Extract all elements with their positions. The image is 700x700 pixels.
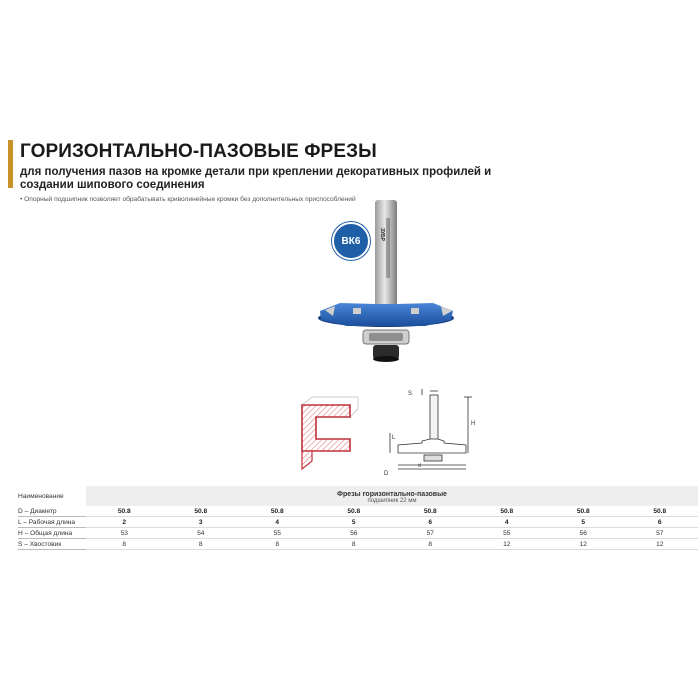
label-d: D bbox=[384, 471, 389, 477]
table-cell: 56 bbox=[316, 528, 393, 539]
table-row bbox=[18, 517, 698, 528]
table-cell: 8 bbox=[239, 539, 316, 550]
table-cell: 3 bbox=[163, 517, 240, 528]
table-cell: 50.8 bbox=[239, 506, 316, 517]
table-cell: 12 bbox=[545, 539, 622, 550]
table-cell: 8 bbox=[392, 539, 469, 550]
name-column-header: Наименование bbox=[18, 492, 64, 500]
table-cell: 55 bbox=[469, 528, 546, 539]
dimension-drawing bbox=[378, 383, 478, 483]
group-title: Фрезы горизонтально-пазовые bbox=[86, 486, 698, 498]
table-cell: 8 bbox=[316, 539, 393, 550]
table-cell: 54 bbox=[163, 528, 240, 539]
table-cell: 5 bbox=[316, 517, 393, 528]
table-cell: 57 bbox=[392, 528, 469, 539]
table-row bbox=[18, 539, 698, 550]
table-cell: 6 bbox=[622, 517, 699, 528]
feature-bullet: • Опорный подшипник позволяет обрабатывать криволинейные кромки без дополнительных приспособлений bbox=[20, 196, 356, 203]
page-subtitle: для получения пазов на кромке детали при креплении декоративных профилей и создании шипового соединения bbox=[20, 166, 492, 191]
table-cell: 50.8 bbox=[163, 506, 240, 517]
table-cell: 50.8 bbox=[469, 506, 546, 517]
row-label: S – Хвостовик bbox=[18, 539, 86, 550]
row-label: H – Общая длина bbox=[18, 528, 86, 539]
table-cell: 2 bbox=[86, 517, 163, 528]
table-cell: 50.8 bbox=[622, 506, 699, 517]
table-cell: 12 bbox=[622, 539, 699, 550]
table-cell: 53 bbox=[86, 528, 163, 539]
table-row bbox=[18, 528, 698, 539]
group-subtitle: подшипник 22 мм bbox=[86, 498, 698, 506]
label-s: S bbox=[408, 391, 413, 397]
title-accent-bar bbox=[8, 140, 13, 188]
table-cell: 55 bbox=[239, 528, 316, 539]
row-label: D – Диаметр bbox=[18, 506, 86, 517]
table-cell: 4 bbox=[239, 517, 316, 528]
table-cell: 4 bbox=[469, 517, 546, 528]
table-cell: 50.8 bbox=[316, 506, 393, 517]
brand-label: ЗУБР bbox=[379, 228, 385, 241]
table-cell: 8 bbox=[163, 539, 240, 550]
table-cell: 8 bbox=[86, 539, 163, 550]
table-cell: 50.8 bbox=[392, 506, 469, 517]
table-cell: 6 bbox=[392, 517, 469, 528]
table-cell: 12 bbox=[469, 539, 546, 550]
table-cell: 56 bbox=[545, 528, 622, 539]
spec-table bbox=[18, 486, 698, 550]
material-badge: ВК6 bbox=[332, 222, 370, 260]
table-header-row bbox=[18, 486, 698, 498]
page-title: ГОРИЗОНТАЛЬНО-ПАЗОВЫЕ ФРЕЗЫ bbox=[20, 141, 377, 162]
row-label: L – Рабочая длина bbox=[18, 517, 86, 528]
label-h: H bbox=[471, 421, 476, 427]
table-cell: 50.8 bbox=[86, 506, 163, 517]
table-row bbox=[18, 506, 698, 517]
table-subheader-row bbox=[18, 498, 698, 506]
groove-profile-diagram bbox=[298, 395, 360, 475]
table-cell: 50.8 bbox=[545, 506, 622, 517]
table-cell: 57 bbox=[622, 528, 699, 539]
label-l: L bbox=[392, 435, 396, 441]
router-bit-icon bbox=[315, 198, 475, 373]
label-d-small: d bbox=[418, 463, 421, 469]
table-cell: 5 bbox=[545, 517, 622, 528]
